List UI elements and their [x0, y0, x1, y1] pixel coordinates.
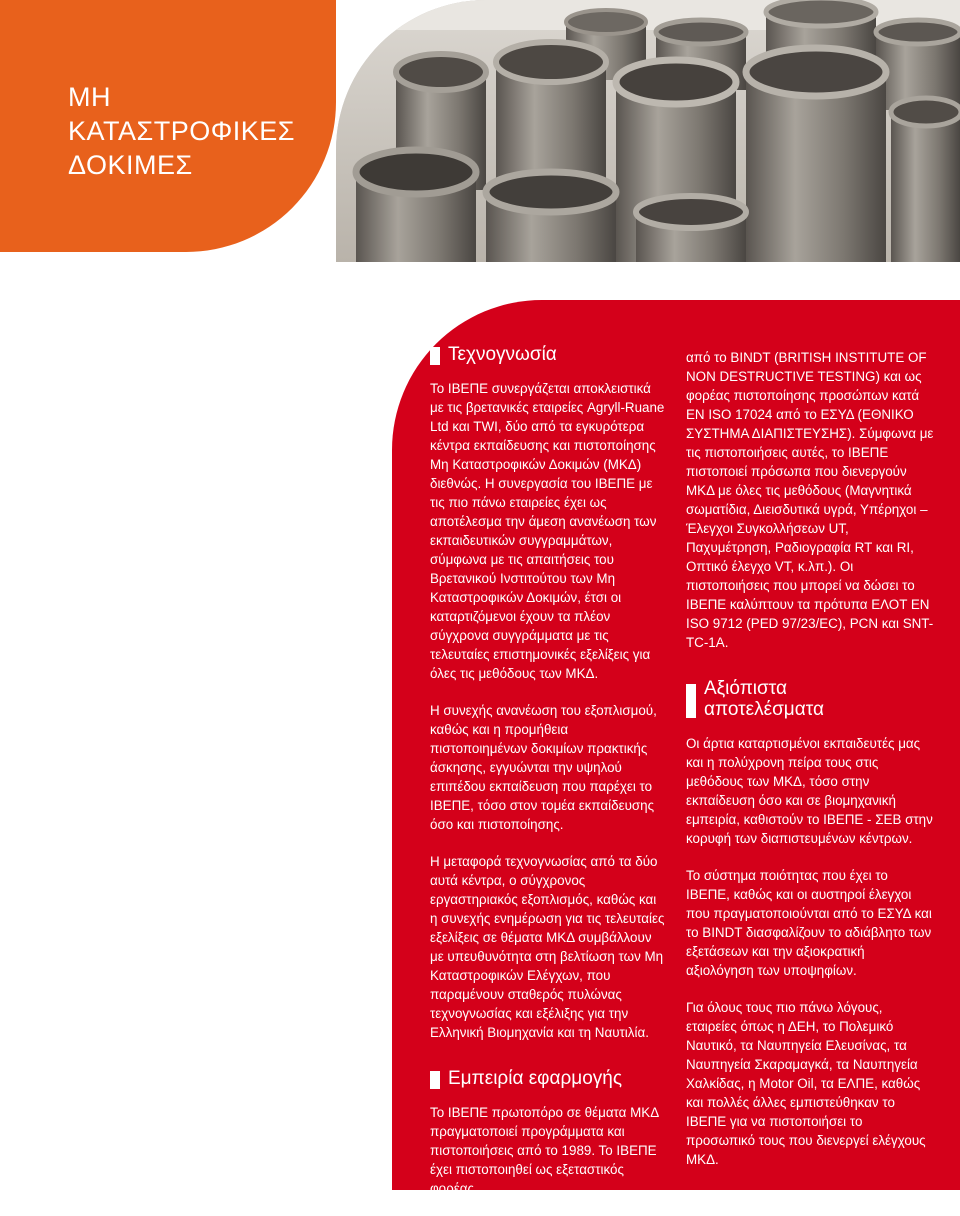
- heading-marker: [430, 347, 440, 365]
- technology-paragraph-3: Η μεταφορά τεχνογνωσίας από τα δύο αυτά κέντρα, ο σύγχρονος εργαστηριακός εξοπλισμός, καθώς και η συνεχής ενημέρωση για τις τελευταίες εξελίξεις σε θέματα ΜΚΔ συμβάλλουν με υπευθυνότητα στη βελτίωση των Μη Καταστροφικών Ελέγχων, που παραμένουν σταθερός πυλώνας τεχνογνωσίας και εξέλιξης για την Ελληνική Βιομηχανία και τη Ναυτιλία.: [430, 854, 665, 1040]
- technology-heading-text: Τεχνογνωσία: [448, 344, 557, 365]
- steel-pipes-photo: [336, 0, 960, 262]
- pipes-illustration: [336, 0, 960, 262]
- experience-heading-text: Εμπειρία εφαρμογής: [448, 1068, 623, 1089]
- heading-marker: [430, 1071, 440, 1089]
- heading-marker: [686, 684, 696, 718]
- results-heading: [686, 678, 934, 720]
- page-title: [68, 80, 295, 182]
- technology-paragraph-2: Η συνεχής ανανέωση του εξοπλισμού, καθώς και η προμήθεια πιστοποιημένων δοκιμίων πρακτικής άσκησης, εγγυώνται την υψηλού επιπέδου εκπαίδευση που παρέχει το ΙΒΕΠΕ, τόσο στον τομέα εκπαίδευσης όσο και πιστοποίησης.: [430, 703, 657, 832]
- results-heading-line-1: Αξιόπιστα: [704, 678, 787, 699]
- technology-paragraph-1: Το ΙΒΕΠΕ συνεργάζεται αποκλειστικά με τις βρετανικές εταιρείες Agryll-Ruane Ltd και TWI, δύο από τα εγκυρότερα κέντρα εκπαίδευσης και πιστοποίησης Μη Καταστροφικών Δοκιμών (ΜΚΔ) διεθνώς. Η συνεργασία του ΙΒΕΠΕ με τις πιο πάνω εταιρείες έχει ως αποτέλεσμα την άμεση ανανέωση των εκπαιδευτικών συγγραμμάτων, σύμφωνα με τις απαιτήσεις του Βρετανικού Ινστιτούτου των Μη Καταστροφικών Δοκιμών, έτσι οι καταρτιζόμενοι έχουν τα πλέον σύγχρονα συγγράμματα με τις τελευταίες επιστημονικές εξελίξεις για όλες τις μεθόδους των ΜΚΔ.: [430, 381, 665, 681]
- experience-paragraph-1: Το ΙΒΕΠΕ πρωτοπόρο σε θέματα ΜΚΔ πραγματοποιεί προγράμματα και πιστοποιήσεις από το 1989. Το ΙΒΕΠΕ έχει πιστοποιηθεί ως εξεταστικός φορέας: [430, 1105, 659, 1196]
- experience-heading: [430, 1068, 666, 1089]
- right-column: [686, 348, 934, 1187]
- left-column: [430, 344, 666, 1216]
- title-line-2: ΚΑΤΑΣΤΡΟΦΙΚΕΣ: [68, 116, 295, 146]
- title-tile: [0, 0, 336, 252]
- title-line-1: ΜΗ: [68, 82, 111, 112]
- results-heading-text: [704, 678, 824, 720]
- results-paragraph-3: Για όλους τους πιο πάνω λόγους, εταιρείες όπως η ΔΕΗ, το Πολεμικό Ναυτικό, τα Ναυπηγεία Ελευσίνας, τα Ναυπηγεία Σκαραμαγκά, τα Ναυπηγεία Χαλκίδας, η Motor Oil, τα ΕΛΠΕ, καθώς και πολλές άλλες εμπιστεύθηκαν το ΙΒΕΠΕ για να πιστοποιήσει το προσωπικό τους που διενεργεί ελέγχους ΜΚΔ.: [686, 1000, 926, 1167]
- results-heading-line-2: αποτελέσματα: [704, 699, 824, 720]
- technology-heading: [430, 344, 666, 365]
- results-paragraph-2: Το σύστημα ποιότητας που έχει το ΙΒΕΠΕ, καθώς και οι αυστηροί έλεγχοι που πραγματοποιούνται από το ΕΣΥΔ και το BINDT διασφαλίζουν το αδιάβλητο των εξετάσεων και την αξιοκρατική αξιολόγηση των υποψηφίων.: [686, 868, 932, 978]
- results-paragraph-1: Οι άρτια καταρτισμένοι εκπαιδευτές μας και η πολύχρονη πείρα τους στις μεθόδους των ΜΚΔ, τόσο στην εκπαίδευση όσο και σε βιομηχανική εμπειρία, καθιστούν το ΙΒΕΠΕ - ΣΕΒ στην κορυφή των διαπιστευμένων κέντρων.: [686, 736, 933, 846]
- continuation-paragraph: από το BINDT (BRITISH INSTITUTE OF NON DESTRUCTIVE TESTING) και ως φορέας πιστοποίησης προσώπων κατά EN ISO 17024 από το ΕΣΥΔ (ΕΘΝΙΚΟ ΣΥΣΤΗΜΑ ΔΙΑΠΙΣΤΕΥΣΗΣ). Σύμφωνα με τις πιστοποιήσεις αυτές, το ΙΒΕΠΕ πιστοποιεί πρόσωπα που διενεργούν ΜΚΔ με όλες τις μεθόδους (Μαγνητικά σωματίδια, Διεισδυτικά υγρά, Υπέρηχοι – Έλεγχοι Συγκολλήσεων UT, Παχυμέτρηση, Ραδιογραφία RT και RI, Οπτικό έλεγχο VT, κ.λπ.). Οι πιστοποιήσεις που μπορεί να δώσει το ΙΒΕΠΕ καλύπτουν τα πρότυπα ΕΛΟΤ EN ISO 9712 (PED 97/23/EC), PCN και SNT-TC-1A.: [686, 350, 934, 650]
- title-line-3: ΔΟΚΙΜΕΣ: [68, 150, 193, 180]
